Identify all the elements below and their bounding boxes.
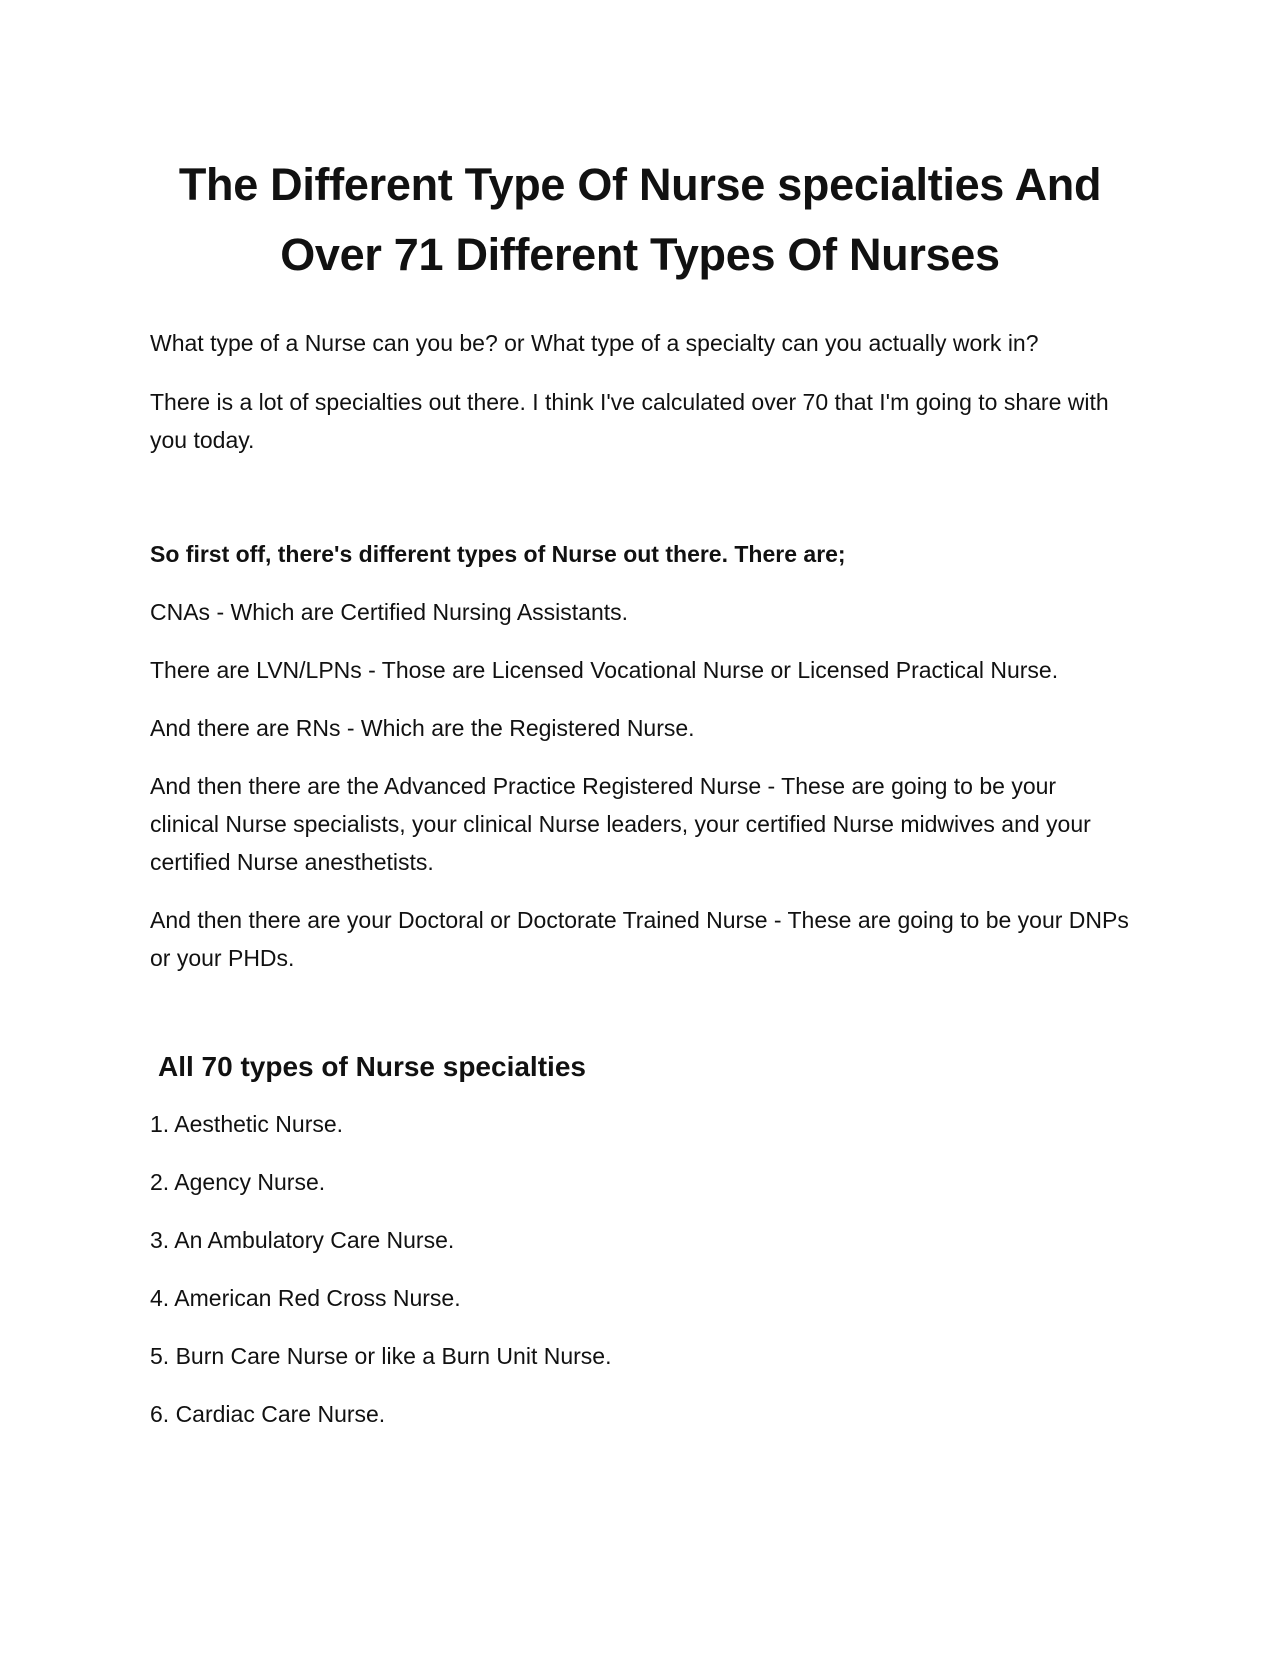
list-item: 6. Cardiac Care Nurse. bbox=[150, 1401, 386, 1427]
type-item-lvn-lpn: There are LVN/LPNs - Those are Licensed Vocational Nurse or Licensed Practical Nurse. bbox=[150, 657, 1059, 683]
list-item: 3. An Ambulatory Care Nurse. bbox=[150, 1227, 455, 1253]
specialties-list bbox=[150, 1105, 1130, 1433]
list-item: 1. Aesthetic Nurse. bbox=[150, 1111, 344, 1137]
list-item: 2. Agency Nurse. bbox=[150, 1169, 326, 1195]
type-item-rn: And there are RNs - Which are the Registered Nurse. bbox=[150, 715, 695, 741]
specialties-heading: All 70 types of Nurse specialties bbox=[158, 1051, 586, 1082]
document-content bbox=[150, 150, 1130, 1433]
intro-text: There is a lot of specialties out there. I think I've calculated over 70 that I'm going to share with you today. bbox=[150, 389, 1109, 453]
list-item: 5. Burn Care Nurse or like a Burn Unit Nurse. bbox=[150, 1343, 612, 1369]
type-item-cna: CNAs - Which are Certified Nursing Assistants. bbox=[150, 599, 629, 625]
list-item: 4. American Red Cross Nurse. bbox=[150, 1285, 461, 1311]
types-heading: So first off, there's different types of Nurse out there. There are; bbox=[150, 541, 846, 567]
type-item-doctoral: And then there are your Doctoral or Doctorate Trained Nurse - These are going to be your DNPs or your PHDs. bbox=[150, 907, 1129, 971]
intro-question: What type of a Nurse can you be? or What type of a specialty can you actually work in? bbox=[150, 330, 1039, 356]
type-item-aprn: And then there are the Advanced Practice Registered Nurse - These are going to be your clinical Nurse specialists, your clinical Nurse leaders, your certified Nurse midwives and your certified Nurse anesthetists. bbox=[150, 773, 1091, 875]
document-title: The Different Type Of Nurse specialties And Over 71 Different Types Of Nurses bbox=[178, 159, 1102, 280]
